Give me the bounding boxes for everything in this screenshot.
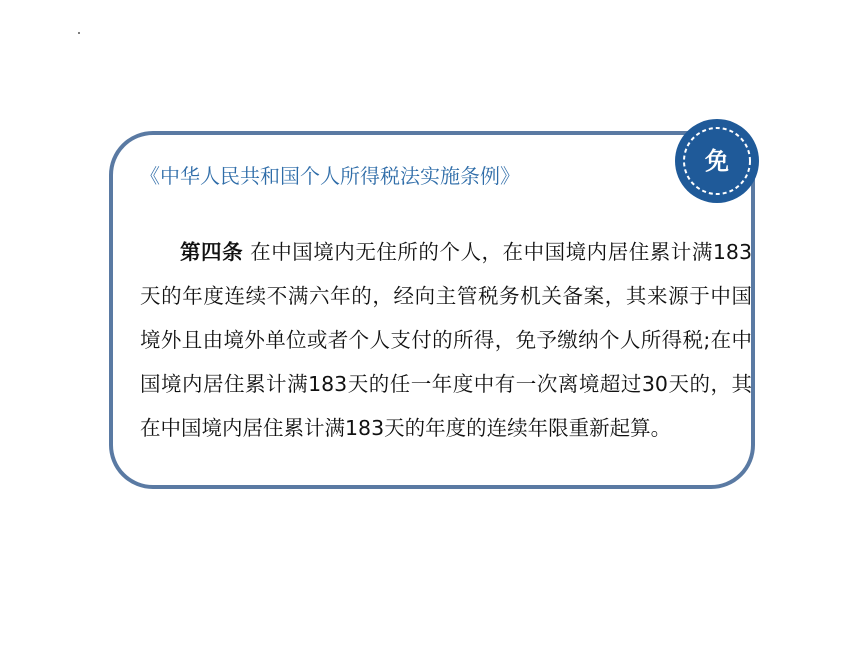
article-number: 第四条 bbox=[180, 240, 244, 264]
article-paragraph bbox=[140, 230, 752, 450]
law-title: 《中华人民共和国个人所得税法实施条例》 bbox=[140, 164, 520, 188]
stray-dot bbox=[78, 32, 80, 34]
article-text: 在中国境内无住所的个人，在中国境内居住累计满183天的年度连续不满六年的，经向主管税务机关备案，其来源于中国境外且由境外单位或者个人支付的所得，免予缴纳个人所得税;在中国境内居住累计满183天的任一年度中有一次离境超过30天的，其在中国境内居住累计满183天的年度的连续年限重新起算。 bbox=[140, 240, 752, 440]
article-body bbox=[140, 230, 752, 450]
badge-label: 免 bbox=[705, 147, 729, 175]
